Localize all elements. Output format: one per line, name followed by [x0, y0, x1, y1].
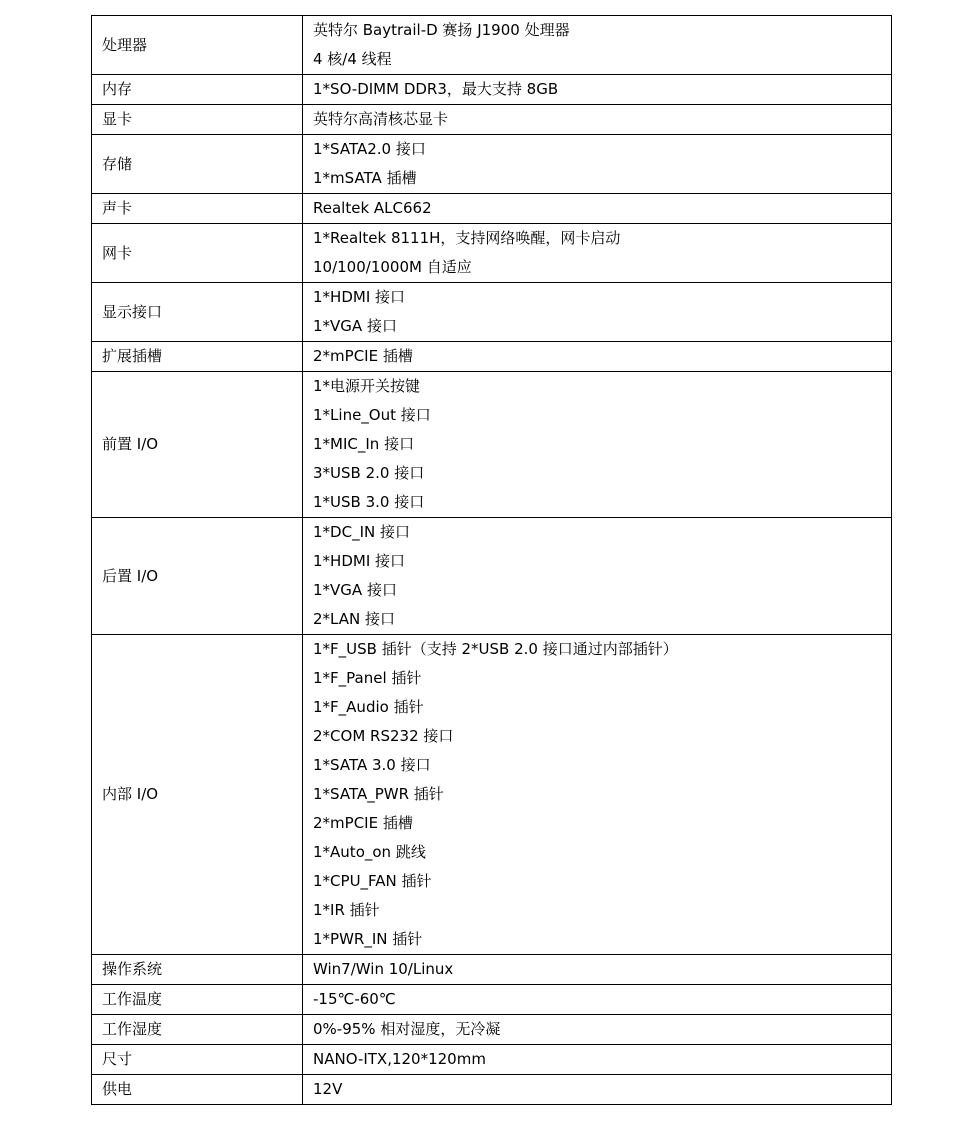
table-row — [92, 16, 892, 75]
spec-label: 工作温度 — [92, 985, 303, 1015]
spec-value-line: 0%-95% 相对湿度，无冷凝 — [313, 1020, 501, 1038]
spec-value-line: 1*PWR_IN 插针 — [313, 930, 423, 948]
spec-value — [303, 1045, 892, 1075]
spec-value-line: 2*LAN 接口 — [313, 610, 395, 628]
spec-value-line: Realtek ALC662 — [313, 199, 432, 217]
table-row — [92, 955, 892, 985]
spec-label: 存储 — [92, 135, 303, 194]
table-row — [92, 224, 892, 283]
spec-label: 操作系统 — [92, 955, 303, 985]
spec-value — [303, 1075, 892, 1105]
spec-value-line: 1*USB 3.0 接口 — [313, 493, 425, 511]
spec-value — [303, 518, 892, 635]
spec-label: 显示接口 — [92, 283, 303, 342]
spec-value-line: 2*mPCIE 插槽 — [313, 814, 413, 832]
spec-label: 显卡 — [92, 105, 303, 135]
spec-value-line: 1*Auto_on 跳线 — [313, 843, 426, 861]
spec-value-line: 3*USB 2.0 接口 — [313, 464, 425, 482]
spec-value-line: 1*MIC_In 接口 — [313, 435, 415, 453]
spec-value-line: 1*F_Panel 插针 — [313, 669, 422, 687]
spec-value-line: 1*Line_Out 接口 — [313, 406, 431, 424]
table-row — [92, 1015, 892, 1045]
spec-label: 工作湿度 — [92, 1015, 303, 1045]
spec-value-line: 1*SATA_PWR 插针 — [313, 785, 444, 803]
table-row — [92, 1045, 892, 1075]
spec-value-line: 1*SATA 3.0 接口 — [313, 756, 431, 774]
spec-value-line: 英特尔 Baytrail-D 赛扬 J1900 处理器 — [313, 21, 570, 39]
spec-value-line: 2*COM RS232 接口 — [313, 727, 454, 745]
spec-label: 声卡 — [92, 194, 303, 224]
spec-label: 前置 I/O — [92, 372, 303, 518]
spec-value-line: 1*VGA 接口 — [313, 581, 397, 599]
spec-value-line: 4 核/4 线程 — [313, 50, 392, 68]
spec-label: 尺寸 — [92, 1045, 303, 1075]
spec-value — [303, 16, 892, 75]
spec-value — [303, 985, 892, 1015]
spec-value — [303, 105, 892, 135]
spec-value — [303, 1015, 892, 1045]
spec-value — [303, 955, 892, 985]
table-row — [92, 135, 892, 194]
table-row — [92, 105, 892, 135]
spec-value-line: 2*mPCIE 插槽 — [313, 347, 413, 365]
spec-label: 网卡 — [92, 224, 303, 283]
spec-value-line: 1*mSATA 插槽 — [313, 169, 417, 187]
table-row — [92, 635, 892, 955]
spec-label: 内存 — [92, 75, 303, 105]
table-row — [92, 342, 892, 372]
spec-value-line: 英特尔高清核芯显卡 — [313, 110, 449, 128]
spec-value-line: 1*IR 插针 — [313, 901, 380, 919]
spec-value-line: NANO-ITX,120*120mm — [313, 1050, 486, 1068]
spec-value-line: 1*HDMI 接口 — [313, 288, 406, 306]
spec-value-line: 1*HDMI 接口 — [313, 552, 406, 570]
spec-value-line: 1*Realtek 8111H，支持网络唤醒，网卡启动 — [313, 229, 621, 247]
spec-label: 处理器 — [92, 16, 303, 75]
table-row — [92, 1075, 892, 1105]
table-row — [92, 518, 892, 635]
spec-value — [303, 342, 892, 372]
spec-label: 供电 — [92, 1075, 303, 1105]
table-row — [92, 985, 892, 1015]
spec-label: 内部 I/O — [92, 635, 303, 955]
spec-value-line: 1*DC_IN 接口 — [313, 523, 410, 541]
spec-value-line: 1*CPU_FAN 插针 — [313, 872, 432, 890]
spec-value — [303, 283, 892, 342]
spec-value-line: 10/100/1000M 自适应 — [313, 258, 472, 276]
table-row — [92, 283, 892, 342]
spec-value-line: 1*F_USB 插针（支持 2*USB 2.0 接口通过内部插针） — [313, 640, 678, 658]
spec-value — [303, 194, 892, 224]
spec-value — [303, 635, 892, 955]
spec-value-line: 1*SO-DIMM DDR3，最大支持 8GB — [313, 80, 559, 98]
spec-table-body — [92, 16, 892, 1105]
table-row — [92, 372, 892, 518]
spec-value-line: Win7/Win 10/Linux — [313, 960, 454, 978]
spec-value — [303, 372, 892, 518]
spec-value-line: 1*VGA 接口 — [313, 317, 397, 335]
spec-label: 扩展插槽 — [92, 342, 303, 372]
spec-value — [303, 75, 892, 105]
spec-table — [91, 15, 892, 1105]
spec-value-line: 12V — [313, 1080, 343, 1098]
spec-value-line: 1*F_Audio 插针 — [313, 698, 424, 716]
table-row — [92, 75, 892, 105]
table-row — [92, 194, 892, 224]
spec-value-line: -15℃-60℃ — [313, 990, 396, 1008]
spec-value — [303, 135, 892, 194]
spec-label: 后置 I/O — [92, 518, 303, 635]
spec-value — [303, 224, 892, 283]
spec-value-line: 1*电源开关按键 — [313, 377, 421, 395]
spec-value-line: 1*SATA2.0 接口 — [313, 140, 426, 158]
